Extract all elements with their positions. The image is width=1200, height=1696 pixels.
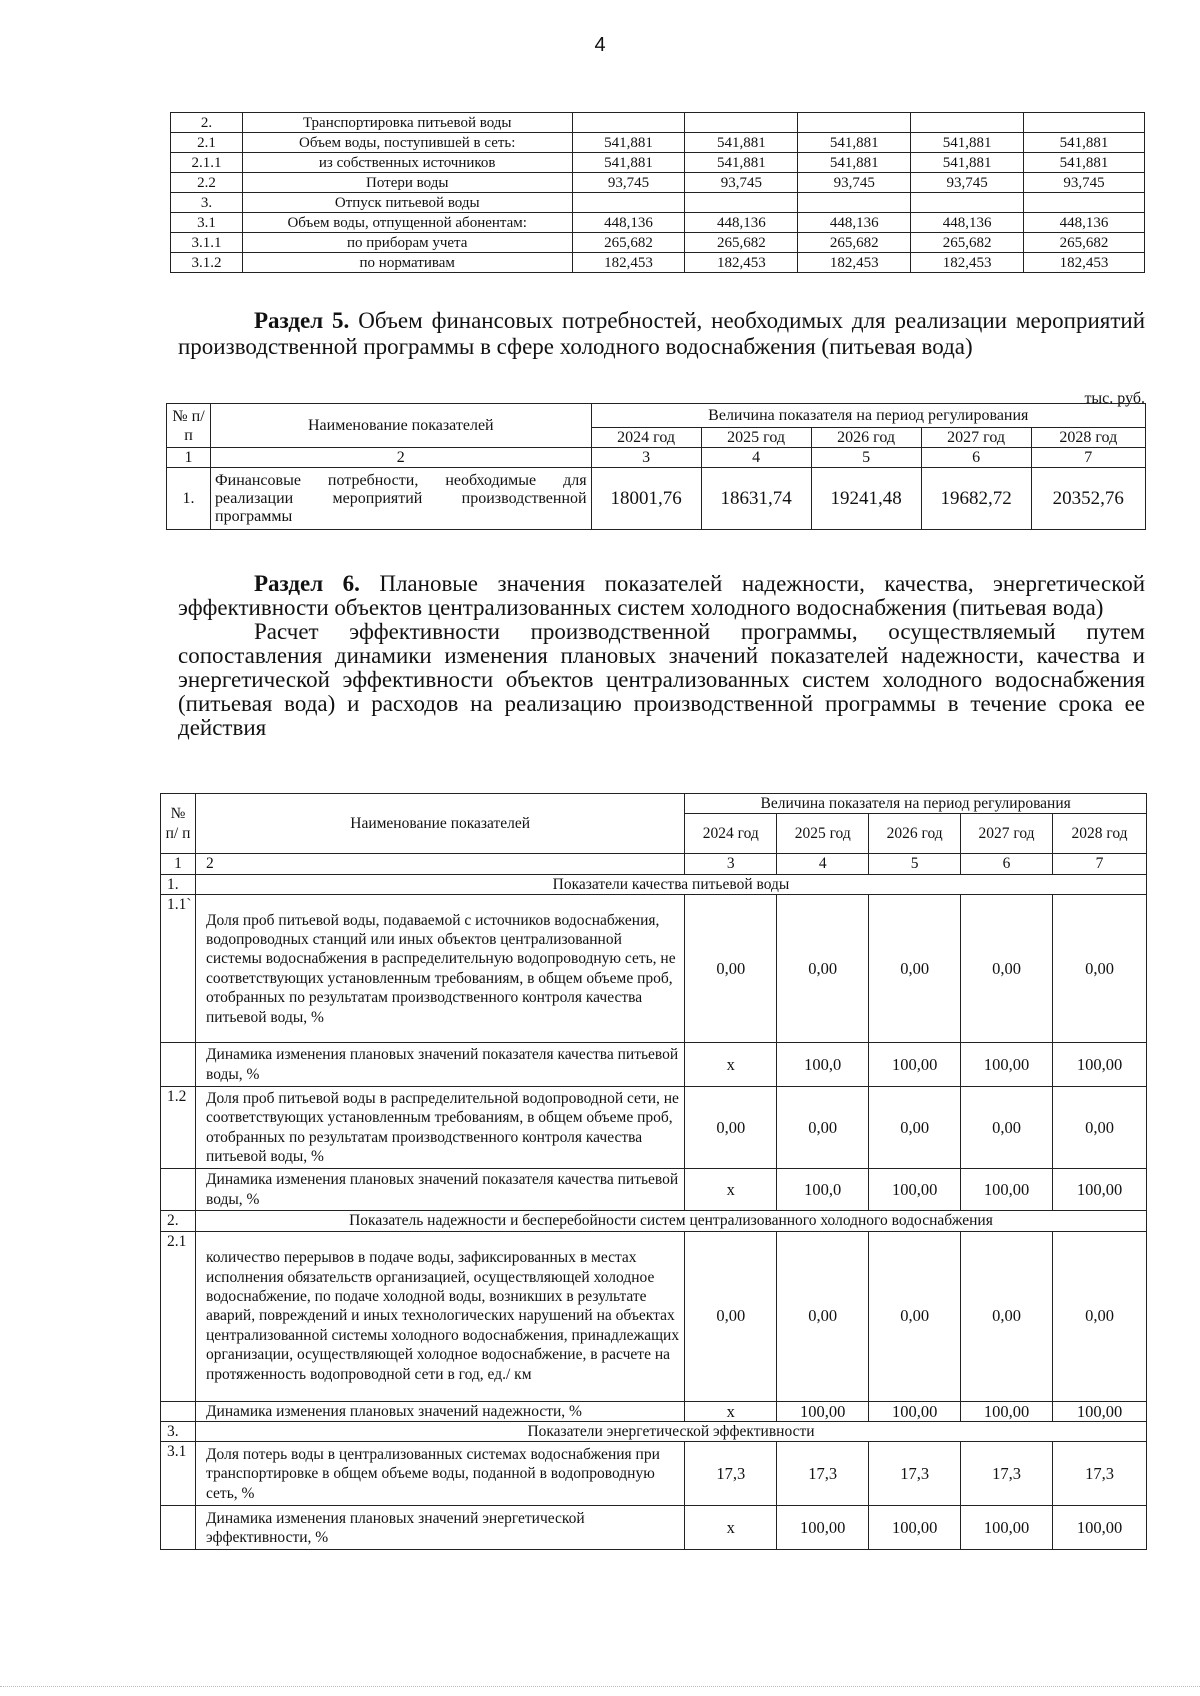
row-value: 0,00 <box>777 895 869 1043</box>
t1-row-value <box>685 193 798 213</box>
row-name: Доля проб питьевой воды в распределительной водопроводной сети, не соответствующих установленным требованиям, в общем объеме проб, отобранных по результатам производственного контроля качества питьевой воды, % <box>195 1087 684 1169</box>
section-title: Показатели энергетической эффективности <box>195 1422 1146 1442</box>
row-num-empty <box>161 1169 196 1211</box>
row-value: 0,00 <box>869 1231 961 1401</box>
section-6 <box>178 572 1145 740</box>
row-value: 100,00 <box>1053 1169 1147 1211</box>
t1-row-value: 541,881 <box>798 133 911 153</box>
row-value: 100,00 <box>869 1043 961 1087</box>
row-value: 100,00 <box>961 1401 1053 1421</box>
t1-row-value: 93,745 <box>685 173 798 193</box>
row-value: 0,00 <box>961 895 1053 1043</box>
row-value: 0,00 <box>685 895 777 1043</box>
t1-row-value: 182,453 <box>685 253 798 273</box>
t3-year: 2025 год <box>777 814 869 854</box>
t3-year: 2024 год <box>685 814 777 854</box>
t2-col-num: 4 <box>701 448 811 468</box>
t3-header-num: № п/ п <box>161 794 196 854</box>
row-name: количество перерывов в подаче воды, зафиксированных в местах исполнения обязательств организацией, осуществляющей холодное водоснабжение, по подаче холодной воды, возникших в результате аварий, повреждений и иных технологических нарушений на объектах централизованной системы холодного водоснабжения, принадлежащих организации, осуществляющей холодное водоснабжение, в расчете на протяженность водопроводной сети в год, ед./ км <box>195 1231 684 1401</box>
section-num: 2. <box>161 1211 196 1231</box>
t1-row-value: 541,881 <box>685 133 798 153</box>
t1-row-value: 93,745 <box>911 173 1024 193</box>
t2-header-num: № п/п <box>167 404 211 448</box>
t2-col-num: 7 <box>1031 448 1145 468</box>
section-num: 3. <box>161 1422 196 1442</box>
t2-year: 2027 год <box>921 428 1031 448</box>
row-value: 100,0 <box>777 1043 869 1087</box>
t1-row-value: 448,136 <box>685 213 798 233</box>
row-value: 100,00 <box>961 1043 1053 1087</box>
row-value: 100,00 <box>777 1506 869 1550</box>
t1-row-value: 541,881 <box>1024 133 1145 153</box>
t1-row-value <box>685 113 798 133</box>
row-name: Динамика изменения плановых значений энергетической эффективности, % <box>195 1506 684 1550</box>
table-row <box>171 213 1145 233</box>
row-value: 100,00 <box>869 1169 961 1211</box>
section-5-heading <box>178 308 1145 360</box>
t1-row-value <box>572 193 685 213</box>
t2-value: 19241,48 <box>811 468 921 530</box>
water-balance-table <box>170 112 1145 273</box>
t2-year: 2026 год <box>811 428 921 448</box>
row-value: 0,00 <box>961 1231 1053 1401</box>
row-value: 0,00 <box>869 895 961 1043</box>
row-value: 100,00 <box>961 1506 1053 1550</box>
t1-row-name: из собственных источников <box>242 153 572 173</box>
t1-row-value: 541,881 <box>572 153 685 173</box>
row-name: Динамика изменения плановых значений показателя качества питьевой воды, % <box>195 1169 684 1211</box>
t2-year: 2028 год <box>1031 428 1145 448</box>
t2-col-num: 2 <box>211 448 592 468</box>
t2-col-num: 1 <box>167 448 211 468</box>
t1-row-value: 93,745 <box>798 173 911 193</box>
row-value: х <box>685 1506 777 1550</box>
t1-row-value: 93,745 <box>1024 173 1145 193</box>
t1-row-num: 3.1.1 <box>171 233 243 253</box>
t1-row-value: 448,136 <box>572 213 685 233</box>
t1-row-value <box>911 113 1024 133</box>
t1-row-name: Объем воды, поступившей в сеть: <box>242 133 572 153</box>
t1-row-value: 265,682 <box>911 233 1024 253</box>
t2-value: 20352,76 <box>1031 468 1145 530</box>
row-num: 3.1 <box>161 1442 196 1506</box>
table-row <box>171 193 1145 213</box>
t1-row-value: 541,881 <box>685 153 798 173</box>
t1-row-value <box>798 113 911 133</box>
row-value: 0,00 <box>961 1087 1053 1169</box>
scan-bottom-edge <box>0 1686 1200 1687</box>
t2-row-name: Финансовые потребности, необходимые для реализации мероприятий производственной программы <box>211 468 592 530</box>
t3-col-num: 2 <box>195 854 684 874</box>
row-value: 100,00 <box>1053 1506 1147 1550</box>
section-title: Показатель надежности и бесперебойности систем централизованного холодного водоснабжения <box>195 1211 1146 1231</box>
t3-col-num: 4 <box>777 854 869 874</box>
t1-row-value <box>1024 193 1145 213</box>
t2-year: 2024 год <box>591 428 701 448</box>
t1-row-name: Потери воды <box>242 173 572 193</box>
row-value: 0,00 <box>777 1231 869 1401</box>
t1-row-num: 2. <box>171 113 243 133</box>
t1-row-value: 182,453 <box>1024 253 1145 273</box>
row-value: 0,00 <box>685 1231 777 1401</box>
row-name: Доля проб питьевой воды, подаваемой с источников водоснабжения, водопроводных станций или иных объектов централизованной системы водоснабжения в распределительную водопроводную сеть, не соответствующих установленным требованиям, в общем объеме проб, отобранных по результатам производственного контроля качества питьевой воды, % <box>195 895 684 1043</box>
page-number: 4 <box>594 34 606 56</box>
t1-row-value: 448,136 <box>798 213 911 233</box>
t3-year: 2028 год <box>1053 814 1147 854</box>
row-value: 17,3 <box>685 1442 777 1506</box>
row-value: 17,3 <box>961 1442 1053 1506</box>
t1-row-value: 265,682 <box>685 233 798 253</box>
row-value: 100,00 <box>961 1169 1053 1211</box>
t1-row-name: по нормативам <box>242 253 572 273</box>
t1-row-value: 541,881 <box>911 133 1024 153</box>
table-row <box>171 113 1145 133</box>
row-num: 2.1 <box>161 1231 196 1401</box>
table-row <box>171 233 1145 253</box>
row-value: 0,00 <box>869 1087 961 1169</box>
row-value: 0,00 <box>685 1087 777 1169</box>
t1-row-value: 182,453 <box>572 253 685 273</box>
row-value: 17,3 <box>777 1442 869 1506</box>
row-value: 100,00 <box>1053 1401 1147 1421</box>
units-label: тыс. руб. <box>1084 390 1145 407</box>
t2-col-num: 6 <box>921 448 1031 468</box>
table-row <box>171 253 1145 273</box>
t1-row-name: Объем воды, отпущенной абонентам: <box>242 213 572 233</box>
table-row <box>171 173 1145 193</box>
t3-year: 2026 год <box>869 814 961 854</box>
section-6-title: Плановые значения показателей надежности, качества, энергетической эффективности объектов централизованных систем холодного водоснабжения (питьевая вода) <box>178 571 1146 620</box>
section-5-title: Объем финансовых потребностей, необходимых для реализации мероприятий производственной программы в сфере холодного водоснабжения (питьевая вода) <box>178 308 1146 359</box>
t2-col-num: 5 <box>811 448 921 468</box>
t2-value: 18631,74 <box>701 468 811 530</box>
row-value: 100,00 <box>869 1506 961 1550</box>
t1-row-value <box>1024 113 1145 133</box>
row-num-empty <box>161 1043 196 1087</box>
row-value: 100,00 <box>869 1401 961 1421</box>
t1-row-value: 541,881 <box>798 153 911 173</box>
t1-row-value: 448,136 <box>1024 213 1145 233</box>
t1-row-value <box>911 193 1024 213</box>
row-value: 0,00 <box>1053 1231 1147 1401</box>
row-num: 1.1` <box>161 895 196 1043</box>
section-5-label: Раздел 5. <box>254 308 350 333</box>
indicators-table <box>160 793 1147 1550</box>
row-value: 100,00 <box>1053 1043 1147 1087</box>
row-name: Динамика изменения плановых значений показателя качества питьевой воды, % <box>195 1043 684 1087</box>
t3-header-period: Величина показателя на период регулирования <box>685 794 1147 814</box>
t1-row-value: 265,682 <box>572 233 685 253</box>
section-6-heading <box>178 572 1145 620</box>
row-value: 100,00 <box>777 1401 869 1421</box>
t2-col-num: 3 <box>591 448 701 468</box>
t1-row-value: 182,453 <box>911 253 1024 273</box>
row-num: 1.2 <box>161 1087 196 1169</box>
row-value: х <box>685 1043 777 1087</box>
t1-row-num: 2.1.1 <box>171 153 243 173</box>
t1-row-name: Отпуск питьевой воды <box>242 193 572 213</box>
row-value: 17,3 <box>869 1442 961 1506</box>
row-num-empty <box>161 1401 196 1421</box>
t1-row-value: 265,682 <box>1024 233 1145 253</box>
t1-row-name: по приборам учета <box>242 233 572 253</box>
t3-header-name: Наименование показателей <box>195 794 684 854</box>
row-name: Доля потерь воды в централизованных системах водоснабжения при транспортировке в общем объеме воды, поданной в водопроводную сеть, % <box>195 1442 684 1506</box>
row-value: 17,3 <box>1053 1442 1147 1506</box>
t1-row-value: 541,881 <box>911 153 1024 173</box>
t1-row-value: 541,881 <box>1024 153 1145 173</box>
t3-col-num: 6 <box>961 854 1053 874</box>
t2-value: 19682,72 <box>921 468 1031 530</box>
table-row <box>171 133 1145 153</box>
row-value: 0,00 <box>777 1087 869 1169</box>
t3-year: 2027 год <box>961 814 1053 854</box>
t2-value: 18001,76 <box>591 468 701 530</box>
t1-row-value: 265,682 <box>798 233 911 253</box>
section-title: Показатели качества питьевой воды <box>195 874 1146 894</box>
table-row <box>171 153 1145 173</box>
t1-row-num: 2.2 <box>171 173 243 193</box>
t3-col-num: 1 <box>161 854 196 874</box>
t1-row-value: 182,453 <box>798 253 911 273</box>
row-value: х <box>685 1401 777 1421</box>
t1-row-num: 3. <box>171 193 243 213</box>
t1-row-num: 3.1 <box>171 213 243 233</box>
t1-row-num: 2.1 <box>171 133 243 153</box>
t1-row-value: 541,881 <box>572 133 685 153</box>
t3-col-num: 5 <box>869 854 961 874</box>
financial-needs-table <box>166 403 1146 530</box>
t3-col-num: 3 <box>685 854 777 874</box>
t2-header-period: Величина показателя на период регулирования <box>591 404 1145 428</box>
t1-row-num: 3.1.2 <box>171 253 243 273</box>
t1-row-value <box>572 113 685 133</box>
section-num: 1. <box>161 874 196 894</box>
section-6-label: Раздел 6. <box>254 571 360 596</box>
row-value: 0,00 <box>1053 1087 1147 1169</box>
row-num-empty <box>161 1506 196 1550</box>
t3-col-num: 7 <box>1053 854 1147 874</box>
t1-row-value: 93,745 <box>572 173 685 193</box>
row-value: х <box>685 1169 777 1211</box>
section-6-paragraph: Расчет эффективности производственной программы, осуществляемый путем сопоставления динамики изменения плановых значений показателей надежности, качества и энергетической эффективности объектов централизованных систем холодного водоснабжения (питьевая вода) и расходов на реализацию производственной программы в течение срока ее действия <box>178 619 1145 740</box>
t1-row-name: Транспортировка питьевой воды <box>242 113 572 133</box>
t2-header-name: Наименование показателей <box>211 404 592 448</box>
t2-year: 2025 год <box>701 428 811 448</box>
t2-row-num: 1. <box>167 468 211 530</box>
t1-row-value: 448,136 <box>911 213 1024 233</box>
t1-row-value <box>798 193 911 213</box>
row-value: 0,00 <box>1053 895 1147 1043</box>
row-value: 100,0 <box>777 1169 869 1211</box>
row-name: Динамика изменения плановых значений надежности, % <box>195 1401 684 1421</box>
